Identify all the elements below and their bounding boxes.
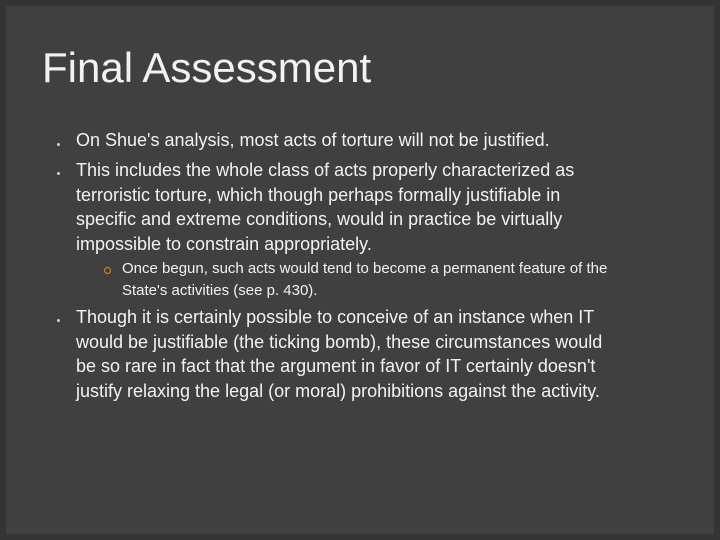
slide-title: Final Assessment — [42, 44, 372, 91]
bullet-dot-icon — [57, 143, 60, 146]
bullet-text: On Shue's analysis, most acts of torture will not be justified. — [76, 130, 550, 150]
sub-bullet-ring-icon — [104, 267, 111, 274]
bullet-dot-icon — [57, 172, 60, 175]
bullet-dot-icon — [57, 319, 60, 322]
bullet-text: Though it is certainly possible to conceive of an instance when IT would be justifiable (the ticking bomb), these circumstances would be so rare in fact that the argument in favor of IT certainly doesn't justify relaxing the legal (or moral) prohibitions against the activity. — [76, 307, 603, 401]
bullet-text: This includes the whole class of acts properly characterized as terroristic torture, which though perhaps formally justifiable in specific and extreme conditions, would in practice be virtually impossible to constrain appropriately. — [76, 160, 575, 254]
sub-bullet-text: Once begun, such acts would tend to become a permanent feature of the State's activities (see p. 430). — [122, 260, 608, 299]
